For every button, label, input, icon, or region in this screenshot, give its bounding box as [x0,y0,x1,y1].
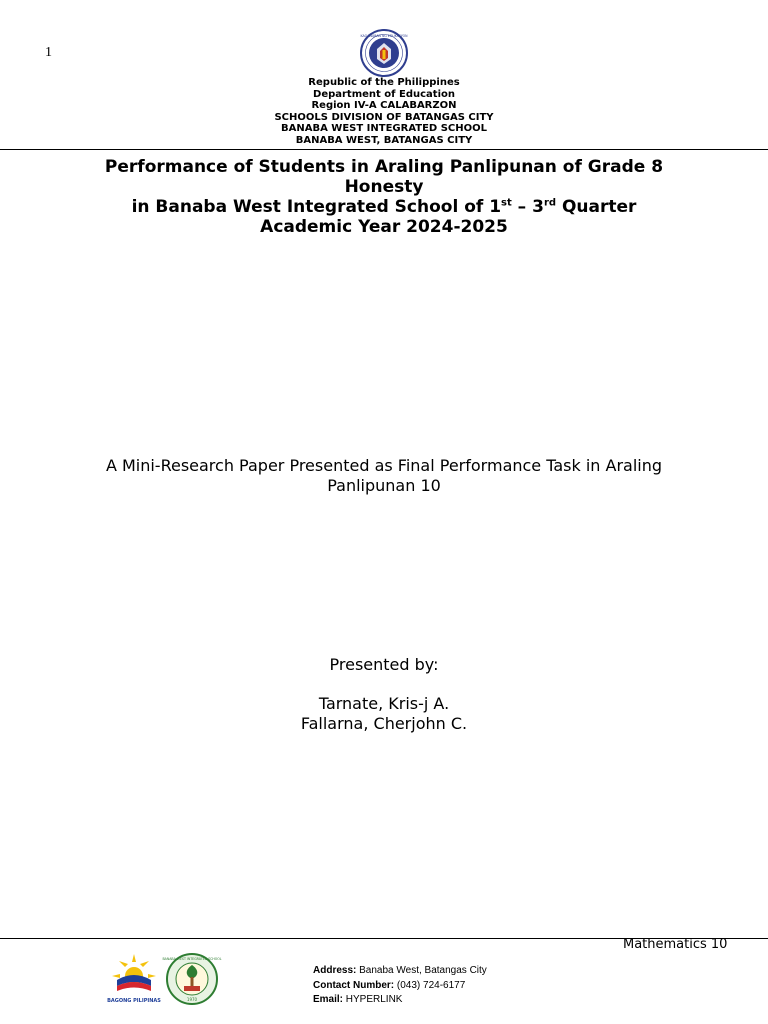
title-line-3: in Banaba West Integrated School of 1st – 3rd Quarter [131,197,637,217]
letterhead-line: BANABA WEST INTEGRATED SCHOOL [280,123,487,134]
author-list [0,694,768,734]
subject-label: Mathematics 10 [623,937,728,952]
title-line-1: Performance of Students in Araling Panlipunan of Grade 8 [104,157,664,177]
subtitle-line-2: Panlipunan 10 [327,476,441,495]
bagong-pilipinas-text: BAGONG PILIPINAS [107,998,161,1004]
bagong-pilipinas-logo-icon [104,951,164,1005]
letterhead [0,77,768,146]
school-seal-text: BANABA WEST INTEGRATED SCHOOL [162,957,222,961]
header-divider [0,149,768,150]
letterhead-line: Department of Education [313,88,455,100]
presented-by-label: Presented by: [329,655,439,674]
letterhead-line: SCHOOLS DIVISION OF BATANGAS CITY [274,111,494,123]
deped-seal-icon [360,29,408,77]
letterhead-line: Region IV-A CALABARZON [311,100,457,111]
title-line-2: Honesty [344,177,424,197]
letterhead-line: BANABA WEST, BATANGAS CITY [295,134,473,146]
seal-text: KAGAWARAN NG EDUKASYON [360,34,408,38]
contact-number-line: Contact Number: (043) 724-6177 [313,979,466,991]
paper-subtitle [40,456,728,496]
page-number: 1 [45,45,52,60]
contact-block [313,964,487,1008]
letterhead-line: Republic of the Philippines [308,77,460,88]
title-line-4: Academic Year 2024-2025 [260,217,508,237]
subtitle-line-1: A Mini-Research Paper Presented as Final Performance Task in Araling [105,456,663,475]
author-name: Fallarna, Cherjohn C. [300,714,468,733]
school-seal-year: 1970 [186,997,198,1002]
email-line: Email: HYPERLINK [313,994,403,1005]
address-line: Address: Banaba West, Batangas City [313,965,487,976]
school-seal-icon [162,953,222,1005]
author-name: Tarnate, Kris-j A. [318,694,450,713]
paper-title [60,157,708,237]
